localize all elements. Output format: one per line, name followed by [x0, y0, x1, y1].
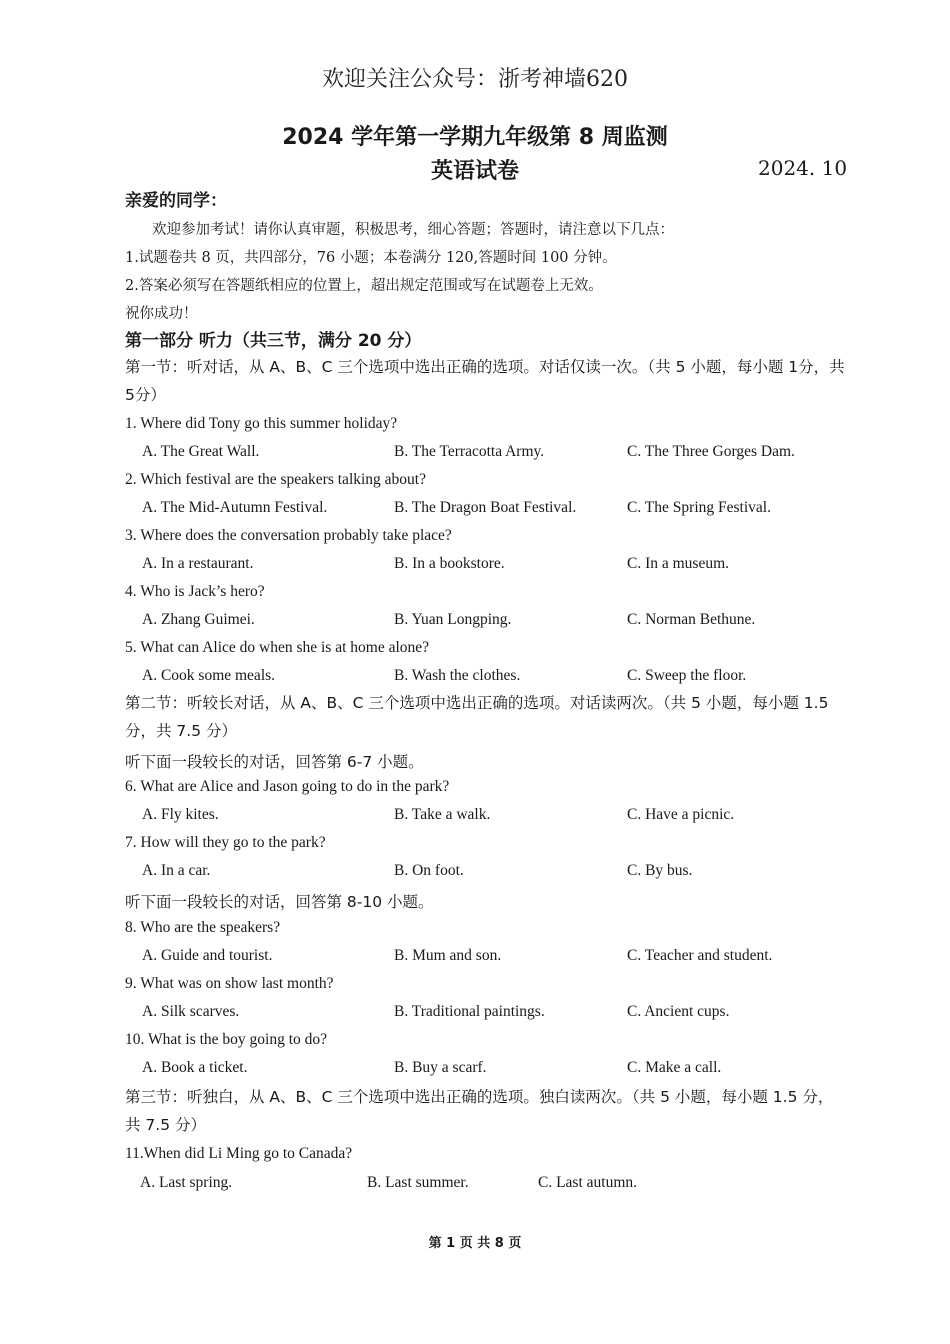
question-6: 6. What are Alice and Jason going to do in the park?	[125, 778, 450, 795]
instruction-line: 祝你成功！	[125, 306, 198, 322]
option-a: A. In a car.	[142, 862, 211, 879]
option-a: A. Guide and tourist.	[142, 947, 273, 964]
question-10: 10. What is the boy going to do?	[125, 1031, 328, 1048]
instruction-line: 1.试题卷共 8 页，共四部分，76 小题；本卷满分 120,答题时间 100 分钟。	[125, 250, 617, 266]
option-a: A. Zhang Guimei.	[142, 611, 255, 628]
option-a: A. Fly kites.	[142, 806, 219, 823]
option-c: C. Sweep the floor.	[627, 667, 747, 684]
option-b: B. Wash the clothes.	[394, 667, 521, 684]
option-b: B. Take a walk.	[394, 806, 491, 823]
question-2: 2. Which festival are the speakers talking about?	[125, 471, 426, 488]
option-c: C. The Three Gorges Dam.	[627, 443, 795, 460]
option-c: C. Make a call.	[627, 1059, 722, 1076]
option-b: B. Mum and son.	[394, 947, 502, 964]
question-4: 4. Who is Jack’s hero?	[125, 583, 265, 600]
option-b: B. Buy a scarf.	[394, 1059, 487, 1076]
option-c: C. Ancient cups.	[627, 1003, 730, 1020]
option-a: A. The Mid-Autumn Festival.	[142, 499, 328, 516]
option-c: C. Norman Bethune.	[627, 611, 756, 628]
option-a: A. Silk scarves.	[142, 1003, 240, 1020]
option-a: A. Book a ticket.	[142, 1059, 248, 1076]
option-c: C. The Spring Festival.	[627, 499, 771, 516]
exam-subtitle: 英语试卷	[430, 159, 519, 184]
option-c: C. Last autumn.	[538, 1174, 638, 1191]
option-c: C. Teacher and student.	[627, 947, 773, 964]
instruction-line: 欢迎参加考试！请你认真审题，积极思考，细心答题；答题时，请注意以下几点：	[152, 222, 674, 238]
option-a: A. In a restaurant.	[142, 555, 254, 572]
option-a: A. The Great Wall.	[142, 443, 260, 460]
option-a: A. Cook some meals.	[142, 667, 276, 684]
option-b: B. Last summer.	[367, 1174, 469, 1191]
part1-title: 第一部分 听力（共三节，满分 20 分）	[125, 331, 422, 351]
section1-instruction: 第一节：听对话，从 A、B、C 三个选项中选出正确的选项。对话仅读一次。（共 5 小题，每小题 1分，共 5分）	[125, 358, 845, 404]
question-8: 8. Who are the speakers?	[125, 919, 281, 936]
option-c: C. By bus.	[627, 862, 693, 879]
question-7: 7. How will they go to the park?	[125, 834, 326, 851]
question-9: 9. What was on show last month?	[125, 975, 334, 992]
option-b: B. In a bookstore.	[394, 555, 505, 572]
question-3: 3. Where does the conversation probably take place?	[125, 527, 452, 544]
question-5: 5. What can Alice do when she is at home alone?	[125, 639, 430, 656]
question-11: 11.When did Li Ming go to Canada?	[125, 1145, 353, 1162]
option-b: B. The Terracotta Army.	[394, 443, 545, 460]
page-footer: 第 1 页 共 8 页	[428, 1236, 522, 1251]
section3-instruction: 第三节：听独白，从 A、B、C 三个选项中选出正确的选项。独白读两次。（共 5 小题，每小题 1.5 分，共 7.5 分）	[125, 1088, 834, 1134]
listen-6-7-instruction: 听下面一段较长的对话，回答第 6-7 小题。	[125, 753, 424, 771]
banner-text: 欢迎关注公众号：浙考神墙620	[322, 67, 628, 92]
section2-instruction: 第二节：听较长对话，从 A、B、C 三个选项中选出正确的选项。对话读两次。（共 5 小题，每小题 1.5 分，共 7.5 分）	[125, 694, 829, 740]
exam-title: 2024 学年第一学期九年级第 8 周监测	[282, 125, 668, 150]
greeting: 亲爱的同学：	[125, 191, 227, 211]
question-1: 1. Where did Tony go this summer holiday?	[125, 415, 398, 432]
option-c: C. Have a picnic.	[627, 806, 735, 823]
option-c: C. In a museum.	[627, 555, 730, 572]
option-a: A. Last spring.	[140, 1174, 233, 1191]
option-b: B. The Dragon Boat Festival.	[394, 499, 577, 516]
option-b: B. Yuan Longping.	[394, 611, 512, 628]
option-b: B. On foot.	[394, 862, 464, 879]
exam-date: 2024. 10	[758, 156, 848, 180]
instruction-line: 2.答案必须写在答题纸相应的位置上，超出规定范围或写在试题卷上无效。	[125, 278, 603, 294]
option-b: B. Traditional paintings.	[394, 1003, 545, 1020]
listen-8-10-instruction: 听下面一段较长的对话，回答第 8-10 小题。	[125, 893, 434, 911]
